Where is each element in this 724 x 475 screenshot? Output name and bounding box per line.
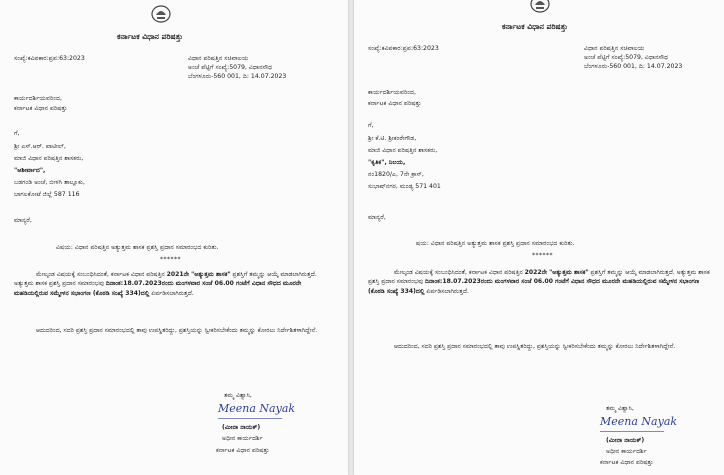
address-line-3: "ಕೃತಿಕ", ನಿಲಯ, bbox=[368, 159, 406, 166]
salutation: ಮಾನ್ಯರೆ, bbox=[14, 217, 32, 224]
to-label: ಗೆ, bbox=[368, 122, 374, 129]
office-line-2: ಅಂಚೆ ಪೆಟ್ಟಿಗೆ ಸಂಖ್ಯೆ:5079, ವಿಧಾನಸೌಧ bbox=[584, 54, 669, 61]
signature-underline bbox=[600, 431, 664, 432]
signatory-department: ಕರ್ನಾಟಕ ವಿಧಾನ ಪರಿಷತ್ತು bbox=[600, 459, 654, 466]
body-paragraph-2: ಆದುದರಿಂದ, ಸದರಿ ಪ್ರಶಸ್ತಿ ಪ್ರದಾನ ಸಮಾರಂಭದಲ್ಲಿ ತಾವು ಉಪಸ್ಥಿತರಿದ್ದು, ಪ್ರಶಸ್ತಿಯನ್ನು ಸ್ವೀಕರಿಸಬೇಕೆಂದು ತಮ್ಮನ್ನು ಕೋರಲು ನಿರ್ದೇಶಿತಳಾಗಿದ್ದೇನೆ. bbox=[36, 327, 318, 334]
address-line-2: ಮಾಜಿ ವಿಧಾನ ಪರಿಷತ್ತಿನ ಶಾಸಕರು, bbox=[368, 147, 438, 154]
office-line-1: ವಿಧಾನ ಪರಿಷತ್ತಿನ ಸಚಿವಾಲಯ bbox=[188, 55, 249, 62]
signature-underline bbox=[218, 418, 282, 419]
signatory-name: (ಮೀನಾ ನಾಯಕ್) bbox=[222, 424, 261, 431]
p1-event-details: ದಿನಾಂಕ:18.07.2023ರಂದು ಮಂಗಳವಾರ ಸಂಜೆ 06.00 ಗಂಟೆಗೆ ವಿಧಾನ ಸೌಧದ ಮೂರನೇ ಮಹಡಿಯಲ್ಲಿರುವ ಸಮ್ಮೇಳನ ಸಭಾಂಗಣ (ಕೊಠಡಿ ಸಂಖ್ಯೆ 334)ದಲ್ಲಿ bbox=[14, 280, 302, 297]
address-line-2: ಮಾಜಿ ವಿಧಾನ ಪರಿಷತ್ತಿನ ಶಾಸಕರು, bbox=[14, 155, 84, 162]
p1-award-year: 2021ನೇ "ಅತ್ಯುತ್ತಮ ಶಾಸಕ" bbox=[166, 271, 231, 278]
letter-left bbox=[0, 0, 348, 475]
from-line-2: ಕರ್ನಾಟಕ ವಿಧಾನ ಪರಿಷತ್ತು bbox=[14, 105, 68, 112]
body-paragraph-1 bbox=[368, 268, 710, 296]
p1-text-e: ಏರ್ಪಡಿಸಲಾಗಿರುತ್ತದೆ. bbox=[149, 289, 194, 297]
p1-award-year: 2022ನೇ "ಅತ್ಯುತ್ತಮ ಶಾಸಕ" bbox=[524, 269, 589, 276]
org-title: ಕರ್ನಾಟಕ ವಿಧಾನ ಪರಿಷತ್ತು bbox=[117, 32, 183, 41]
office-line-3: ಬೆಂಗಳೂರು-560 001, ದಿ: 14.07.2023 bbox=[584, 63, 683, 70]
closing: ತಮ್ಮ ವಿಶ್ವಾಸಿ, bbox=[606, 405, 634, 412]
signatory-name: (ಮೀನಾ ನಾಯಕ್) bbox=[606, 437, 645, 444]
salutation: ಮಾನ್ಯರೆ, bbox=[368, 214, 386, 221]
p1-event-details: ದಿನಾಂಕ:18.07.2023ರಂದು ಮಂಗಳವಾರ ಸಂಜೆ 06.00 ಗಂಟೆಗೆ ವಿಧಾನ ಸೌಧದ ಮೂರನೇ ಮಹಡಿಯಲ್ಲಿರುವ ಸಮ್ಮೇಳನ ಸಭಾಂಗಣ (ಕೊಠಡಿ ಸಂಖ್ಯೆ 334)ದಲ್ಲಿ bbox=[368, 278, 700, 295]
ref-number: ಸಂಖ್ಯೆ:ಕವಿಪಕಾರ:ಪ್ರಪ:63:2023 bbox=[368, 45, 439, 52]
state-emblem-icon bbox=[150, 2, 172, 24]
from-line-2: ಕರ್ನಾಟಕ ವಿಧಾನ ಪರಿಷತ್ತು bbox=[368, 100, 422, 107]
signature: Meena Nayak bbox=[600, 415, 678, 428]
signature: Meena Nayak bbox=[218, 402, 296, 415]
p1-text-e: ಏರ್ಪಡಿಸಲಾಗಿರುತ್ತದೆ. bbox=[424, 287, 469, 295]
signatory-department: ಕರ್ನಾಟಕ ವಿಧಾನ ಪರಿಷತ್ತು bbox=[216, 447, 270, 454]
body-paragraph-1 bbox=[14, 270, 334, 298]
address-line-4: ನಂ1820/ಎ, 7ನೇ ಕ್ರಾಸ್, bbox=[368, 171, 424, 178]
office-line-3: ಬೆಂಗಳೂರು-560 001, ದಿ: 14.07.2023 bbox=[188, 73, 287, 80]
signatory-designation: ಅಧೀನ ಕಾರ್ಯದರ್ಶಿ bbox=[222, 435, 263, 442]
letter-right bbox=[354, 0, 724, 475]
state-emblem-icon bbox=[529, 0, 551, 14]
p1-text-c: ಪ್ರಶಸ್ತಿಗೆ ತಮ್ಮನ್ನು ಆಯ್ಕೆ ಮಾಡಲಾಗಿರುತ್ತದೆ. ಅತ್ಯುತ್ತಮ ಶಾಸಕ ಪ್ರಶಸ್ತಿ ಪ್ರದಾನ ಸಮಾರಂಭವು bbox=[14, 271, 317, 288]
separator-stars: ****** bbox=[532, 252, 553, 259]
separator-stars: ****** bbox=[160, 256, 181, 263]
org-title: ಕರ್ನಾಟಕ ವಿಧಾನ ಪರಿಷತ್ತು bbox=[502, 22, 568, 31]
p1-text-a: ಮೇಲ್ಕಂಡ ವಿಷಯಕ್ಕೆ ಸಂಬಂಧಿಸಿದಂತೆ, ಕರ್ನಾಟಕ ವಿಧಾನ ಪರಿಷತ್ತಿನ bbox=[36, 271, 167, 278]
office-line-1: ವಿಧಾನ ಪರಿಷತ್ತಿನ ಸಚಿವಾಲಯ bbox=[584, 45, 645, 52]
p1-text-c: ಪ್ರಶಸ್ತಿಗೆ ತಮ್ಮನ್ನು ಆಯ್ಕೆ ಮಾಡಲಾಗಿರುತ್ತದೆ. ಅತ್ಯುತ್ತಮ ಶಾಸಕ ಪ್ರಶಸ್ತಿ ಪ್ರದಾನ ಸಮಾರಂಭವು bbox=[368, 269, 710, 286]
address-line-4: ಬಡಗಂಡಿ ಅಂಚೆ, ಬೀಳಗಿ ತಾಲ್ಲೂಕು, bbox=[14, 179, 85, 186]
address-line-5: ಸುಭಾಷ್‌ನಗರ, ಮಂಡ್ಯ 571 401 bbox=[368, 183, 441, 190]
ref-number: ಸಂಖ್ಯೆ:ಕವಿಪಕಾರ:ಪ್ರಪ:63:2023 bbox=[14, 55, 85, 62]
office-line-2: ಅಂಚೆ ಪೆಟ್ಟಿಗೆ ಸಂಖ್ಯೆ:5079, ವಿಧಾನಸೌಧ bbox=[188, 64, 273, 71]
address-line-3: "ಆಶೀರ್ವಾದ", bbox=[14, 167, 46, 174]
from-line-1: ಕಾರ್ಯದರ್ಶಿಯವರಿಂದ, bbox=[14, 95, 62, 102]
signatory-designation: ಅಧೀನ ಕಾರ್ಯದರ್ಶಿ bbox=[606, 448, 647, 455]
to-label: ಗೆ, bbox=[14, 130, 20, 137]
subject-line: ವಿಷಯ: ವಿಧಾನ ಪರಿಷತ್ತಿನ ಅತ್ಯುತ್ತಮ ಶಾಸಕ ಪ್ರಶಸ್ತಿ ಪ್ರದಾನ ಸಮಾರಂಭದ ಕುರಿತು. bbox=[56, 244, 219, 251]
p1-text-a: ಮೇಲ್ಕಂಡ ವಿಷಯಕ್ಕೆ ಸಂಬಂಧಿಸಿದಂತೆ, ಕರ್ನಾಟಕ ವಿಧಾನ ಪರಿಷತ್ತಿನ bbox=[394, 269, 525, 276]
address-line-1: ಶ್ರೀ ಕೆ.ಟಿ. ಶ್ರೀಕಂಠೇಗೌಡ, bbox=[368, 135, 417, 142]
from-line-1: ಕಾರ್ಯದರ್ಶಿಯವರಿಂದ, bbox=[368, 89, 416, 96]
address-line-1: ಶ್ರೀ ಎಸ್.ಆರ್. ಪಾಟೀಲ್, bbox=[14, 143, 66, 150]
subject-line: ಷಯ: ವಿಧಾನ ಪರಿಷತ್ತಿನ ಅತ್ಯುತ್ತಮ ಶಾಸಕ ಪ್ರಶಸ್ತಿ ಪ್ರದಾನ ಸಮಾರಂಭದ ಕುರಿತು. bbox=[416, 240, 575, 247]
address-line-5: ಬಾಗಲಕೋಟೆ ಜಿಲ್ಲೆ 587 116 bbox=[14, 191, 80, 198]
closing: ತಮ್ಮ ವಿಶ್ವಾಸಿ, bbox=[224, 392, 252, 399]
body-paragraph-2: ಆದುದರಿಂದ, ಸದರಿ ಪ್ರಶಸ್ತಿ ಪ್ರದಾನ ಸಮಾರಂಭದಲ್ಲಿ ತಾವು ಉಪಸ್ಥಿತರಿದ್ದು, ಪ್ರಶಸ್ತಿಯನ್ನು ಸ್ವೀಕರಿಸಬೇಕೆಂದು ತಮ್ಮನ್ನು ಕೋರಲು ನಿರ್ದೇಶಿತಳಾಗಿದ್ದೇನೆ. bbox=[394, 343, 676, 350]
